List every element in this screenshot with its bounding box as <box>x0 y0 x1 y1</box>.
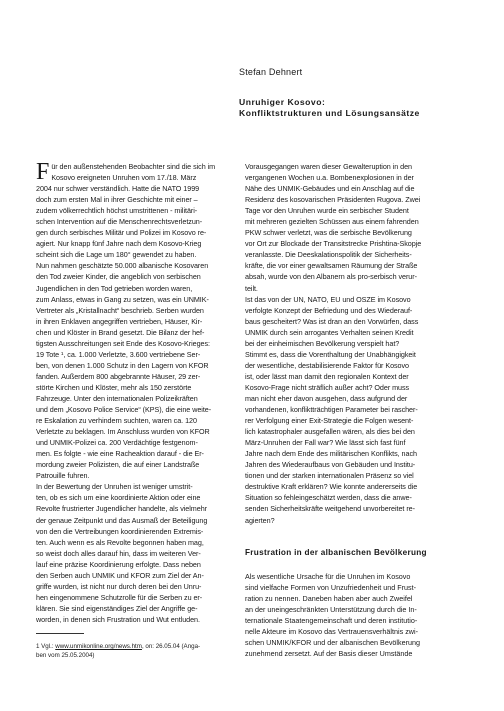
text-line: 2004 nur schwer verständlich. Hatte die NATO 1999 <box>36 184 200 194</box>
text-line: zunehmend zersetzt. Auf der Basis dieser Umstände <box>245 649 413 659</box>
text-line: März-Unruhen der Fall war? Wie lässt sich fast fünf <box>245 438 406 448</box>
text-line: Situation so fehleingeschätzt werden, dass die anwe- <box>245 493 412 503</box>
text-line: fanden. Außerdem 800 abgebrannte Häuser, 29 zer- <box>36 371 201 381</box>
text-line: ten, ob es sich um eine koordinierte Aktion oder eine <box>36 493 201 503</box>
text-line: schen UNMIK/KFOR und der albanischen Bevölkerung <box>245 638 420 648</box>
title-line-1: Unruhiger Kosovo: <box>239 97 326 107</box>
text-line: nelle Akteure im Kosovo das Vertrauensverhältnis zwi- <box>245 627 418 637</box>
drop-cap: F <box>36 159 50 185</box>
text-line: zum Anlass, etwas in Gang zu setzen, was ein UNMIK- <box>36 294 209 304</box>
text-line: und dem „Kosovo Police Service“ (KPS), die eine weite- <box>36 405 212 415</box>
text-line: mit mehreren gezielten Schüssen aus einem fahrenden <box>245 217 419 227</box>
text-line: und UNMIK-Polizei ca. 200 Verdächtige festgenom- <box>36 438 198 448</box>
text-line: Nähe des UNMIK-Gebäudes und ein Anschlag auf die <box>245 184 415 194</box>
text-line: der wesentliche, destabilisierende Faktor für Kosovo <box>245 360 409 370</box>
text-line: mordung zweier Polizisten, die auf einer Landstraße <box>36 460 200 470</box>
text-line: der genaue Zeitpunkt und das Ausmaß der Beteiligung <box>36 515 208 525</box>
text-line: ternationale Staatengemeinschaft und deren institutio- <box>245 616 418 626</box>
text-line: hen eingenommene Schutzrolle für die Serben zu er- <box>36 592 203 602</box>
footnote <box>36 642 236 660</box>
text-line: Jahren des Wiederaufbaus von Gebäuden und Institu- <box>245 460 416 470</box>
section-body <box>245 571 467 659</box>
text-line: griffe wurden, ist nicht nur durch deren bei den Unru- <box>36 581 202 591</box>
article-title <box>239 97 479 119</box>
text-line: lauf eine präzise Koordinierung erfolgte. Dass neben <box>36 559 201 569</box>
author-name: Stefan Dehnert <box>239 67 303 77</box>
text-line: zudem völkerrechtlich höchst umstrittenen - militäri- <box>36 206 198 216</box>
section-heading: Frustration in der albanischen Bevölkerung <box>245 548 427 557</box>
text-line: vor Ort zur Blockade der Transitstrecke Prishtina-Skopje <box>245 239 422 249</box>
text-line: Verletzte zu beklagen. Im Anschluss wurden von KFOR <box>36 427 210 437</box>
text-line: 19 Tote ¹, ca. 1.000 Verletzte, 3.600 vertriebene Ser- <box>36 349 201 359</box>
text-line: Kosovo-Frage nicht sträflich außer acht? Oder muss <box>245 382 410 392</box>
text-line: baus gescheitert? Was ist dran an den Vorwürfen, dass <box>245 316 419 326</box>
title-line-2: Konfliktstrukturen und Lösungsansätze <box>239 108 420 118</box>
text-line: gen durch serbisches Militär und Polizei im Kosovo re- <box>36 228 207 238</box>
text-line: man nicht eher davon ausgehen, dass aufgrund der <box>245 393 408 403</box>
text-line: vergangenen Wochen u.a. Bombenexplosionen in der <box>245 173 414 183</box>
text-line: vorhandenen, konfliktträchtigen Parameter bei rascher- <box>245 405 418 415</box>
text-line: chen und Klöster in Brand gesetzt. Die Bilanz der hef- <box>36 327 205 337</box>
text-line: Revolte frustrierter Jugendlicher handelte, als vielmehr <box>36 504 207 514</box>
text-line: senden Sicherheitskräfte weitgehend unvorbereitet re- <box>245 504 415 514</box>
footnote-divider <box>36 633 84 634</box>
text-line: tigsten Ausschreitungen seit Ende des Kosovo-Krieges: <box>36 338 210 348</box>
text-line: Jugendlichen in den Tod getrieben worden waren, <box>36 283 193 293</box>
text-line: re Eskalation zu verhindern suchten, waren ca. 120 <box>36 416 197 426</box>
text-line: Nun nahmen geschätzte 50.000 albanische Kosovaren <box>36 261 209 271</box>
text-line: an der uneingeschränkten Unterstützung durch die In- <box>245 605 417 615</box>
text-line: störte Kirchen und Klöster, mehr als 150 zerstörte <box>36 382 192 392</box>
text-line: destruktive Kraft erklären? Wie konnte andererseits die <box>245 482 418 492</box>
footnote-line-1 <box>36 642 236 651</box>
text-line: doch zum ersten Mal in ihrer Geschichte mit einer – <box>36 195 198 205</box>
text-line: in ihren Enklaven angegriffen vertrieben, Häuser, Kir- <box>36 316 203 326</box>
text-line: Ist das von der UN, NATO, EU und OSZE im Kosovo <box>245 294 411 304</box>
text-line: Vertreter als „Kristallnacht“ beschrieb. Serben wurden <box>36 305 204 315</box>
text-line: absah, wurde von den Albanern als pro-serbisch verur- <box>245 272 417 282</box>
text-line: ist, oder lässt man damit den regionalen Kontext der <box>245 371 409 381</box>
text-line: verfolgte Konzept der Befriedung und des Wiederauf- <box>245 305 413 315</box>
footnote-prefix: 1 Vgl.: <box>36 643 56 650</box>
text-line: schen Intervention auf die Menschenrechtsverletzun- <box>36 217 203 227</box>
text-line: Fahrzeuge. Unter den internationalen Polizeikräften <box>36 393 198 403</box>
text-line: teilt. <box>245 283 258 293</box>
text-line: PKW schwer verletzt, was die serbische Bevölkerung <box>245 228 412 238</box>
text-line: kräfte, die vor einer gewaltsamen Räumung der Straße <box>245 261 418 271</box>
text-line: ür den außenstehenden Beobachter sind die sich im <box>51 162 216 171</box>
text-line: In der Bewertung der Unruhen ist weniger umstrit- <box>36 482 193 492</box>
text-line: Jahre nach dem Ende des militärischen Konflikts, nach <box>245 449 417 459</box>
text-line: den Tod zweier Kinder, die angeblich von serbischen <box>36 272 201 282</box>
text-line: tionen und der starken internationalen Präsenz so viel <box>245 471 414 481</box>
text-line: von den die Vertreibungen koordinierenden Extremis- <box>36 526 204 536</box>
text-line: Als wesentliche Ursache für die Unruhen im Kosovo <box>245 572 411 581</box>
text-line: den Serben auch UNMIK und KFOR zum Ziel der An- <box>36 570 204 580</box>
footnote-link[interactable]: www.unmikonline.org/news.htm <box>55 643 142 650</box>
text-line: ten. Auch wenn es als Revolte begonnen haben mag, <box>36 537 204 547</box>
text-line: agierten? <box>245 515 275 525</box>
text-line: veranlasste. Die Deeskalationspolitik der Sicherheits- <box>245 250 412 260</box>
text-line: Tage vor den Unruhen wurde ein serbischer Student <box>245 206 409 216</box>
text-line: scheint sich die Lage um 180° gewendet zu haben. <box>36 250 197 260</box>
text-line: bei der einheimischen Bevölkerung verspielt hat? <box>245 338 400 348</box>
text-line: sind vielfache Formen von Unzufriedenheit und Frust- <box>245 583 416 593</box>
text-line: Stimmt es, dass die Vorenthaltung der Unabhängigkeit <box>245 349 416 359</box>
footnote-suffix: , on: 26.05.04 (Anga- <box>141 643 201 650</box>
text-line: ben, von denen 1.000 Schutz in den Lagern von KFOR <box>36 360 209 370</box>
text-line: Kosovo ereigneten Unruhen vom 17./18. März <box>51 173 197 183</box>
text-line: agiert. Nur knapp fünf Jahre nach dem Kosovo-Krieg <box>36 239 202 249</box>
text-line: rer Verfolgung einer Exit-Strategie die Folgen wesent- <box>245 416 414 426</box>
text-line: ration zu nennen. Daneben haben aber auch Zweifel <box>245 594 413 604</box>
text-line: worden, in denen sich Frustration und Wut entluden. <box>36 614 200 624</box>
right-column <box>245 161 467 526</box>
footnote-line-2: ben vom 25.05.2004) <box>36 652 95 659</box>
text-line: Patrouille fuhren. <box>36 471 90 481</box>
text-line: Vorausgegangen waren dieser Gewalteruption in den <box>245 162 412 171</box>
text-line: men. Es folgte - wie eine Racheaktion darauf - die Er- <box>36 449 204 459</box>
text-line: so weist doch alles darauf hin, dass im weiteren Ver- <box>36 548 201 558</box>
text-line: Residenz des kosovarischen Präsidenten Rugova. Zwei <box>245 195 421 205</box>
text-line: klären. Sie sind eigenständiges Ziel der Angriffe ge- <box>36 603 198 613</box>
left-column <box>36 161 259 625</box>
text-line: lich katastrophaler ausgefallen wären, als dies bei den <box>245 427 415 437</box>
text-line: UNMIK durch sein arrogantes Verhalten seinen Kredit <box>245 327 414 337</box>
